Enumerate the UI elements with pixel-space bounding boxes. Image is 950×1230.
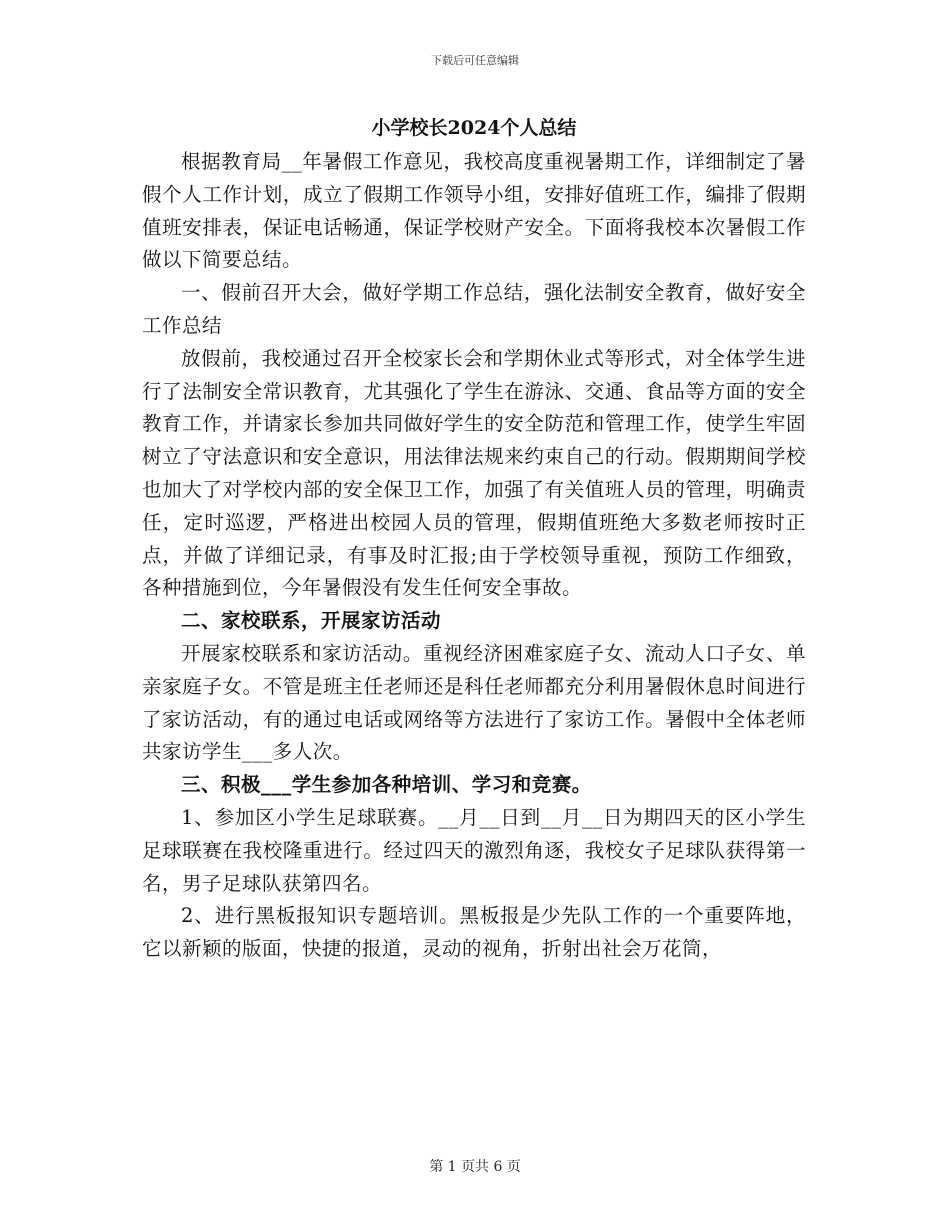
section-heading-2: 二、家校联系，开展家访活动 xyxy=(181,609,442,633)
body-paragraph: 放假前，我校通过召开全校家长会和学期休业式等形式，对全体学生进行了法制安全常识教育，尤其强化了学生在游泳、交通、食品等方面的安全教育工作，并请家长参加共同做好学生的安全防范和管理工作，使学生牢固树立了守法意识和安全意识，用法律法规来约束自己的行动。假期期间学校也加大了对学校内部的安全保卫工作，加强了有关值班人员的管理，明确责任，定时巡逻，严格进出校园人员的管理，假期值班绝大多数老师按时正点，并做了详细记录，有事及时汇报;由于学校领导重视，预防工作细致，各种措施到位，今年暑假没有发生任何安全事故。 xyxy=(142,346,806,600)
page-footer: 第 1 页共 6 页 xyxy=(429,1159,521,1175)
document-title: 小学校长2024个人总结 xyxy=(371,117,577,139)
body-paragraph: 2、进行黑板报知识专题培训。黑板报是少先队工作的一个重要阵地，它以新颖的版面，快捷的报道，灵动的视角，折射出社会万花筒， xyxy=(142,904,806,961)
section-heading-1: 一、假前召开大会，做好学期工作总结，强化法制安全教育，做好安全工作总结 xyxy=(142,281,806,337)
body-paragraph: 1、参加区小学生足球联赛。__月__日到__月__日为期四天的区小学生足球联赛在我校隆重进行。经过四天的激烈角逐，我校女子足球队获得第一名，男子足球队获第四名。 xyxy=(142,805,806,895)
document-body xyxy=(142,112,806,966)
page-header: 下载后可任意编辑 xyxy=(431,54,519,67)
body-paragraph: 开展家校联系和家访活动。重视经济困难家庭子女、流动人口子女、单亲家庭子女。不管是班主任老师还是科任老师都充分利用暑假休息时间进行了家访活动，有的通过电话或网络等方法进行了家访工作。暑假中全体老师共家访学生___多人次。 xyxy=(142,641,806,764)
section-heading-3: 三、积极___学生参加各种培训、学习和竞赛。 xyxy=(181,773,592,797)
intro-paragraph: 根据教育局__年暑假工作意见，我校高度重视暑期工作，详细制定了暑假个人工作计划，成立了假期工作领导小组，安排好值班工作，编排了假期值班安排表，保证电话畅通，保证学校财产安全。下面将我校本次暑假工作做以下简要总结。 xyxy=(142,150,806,272)
